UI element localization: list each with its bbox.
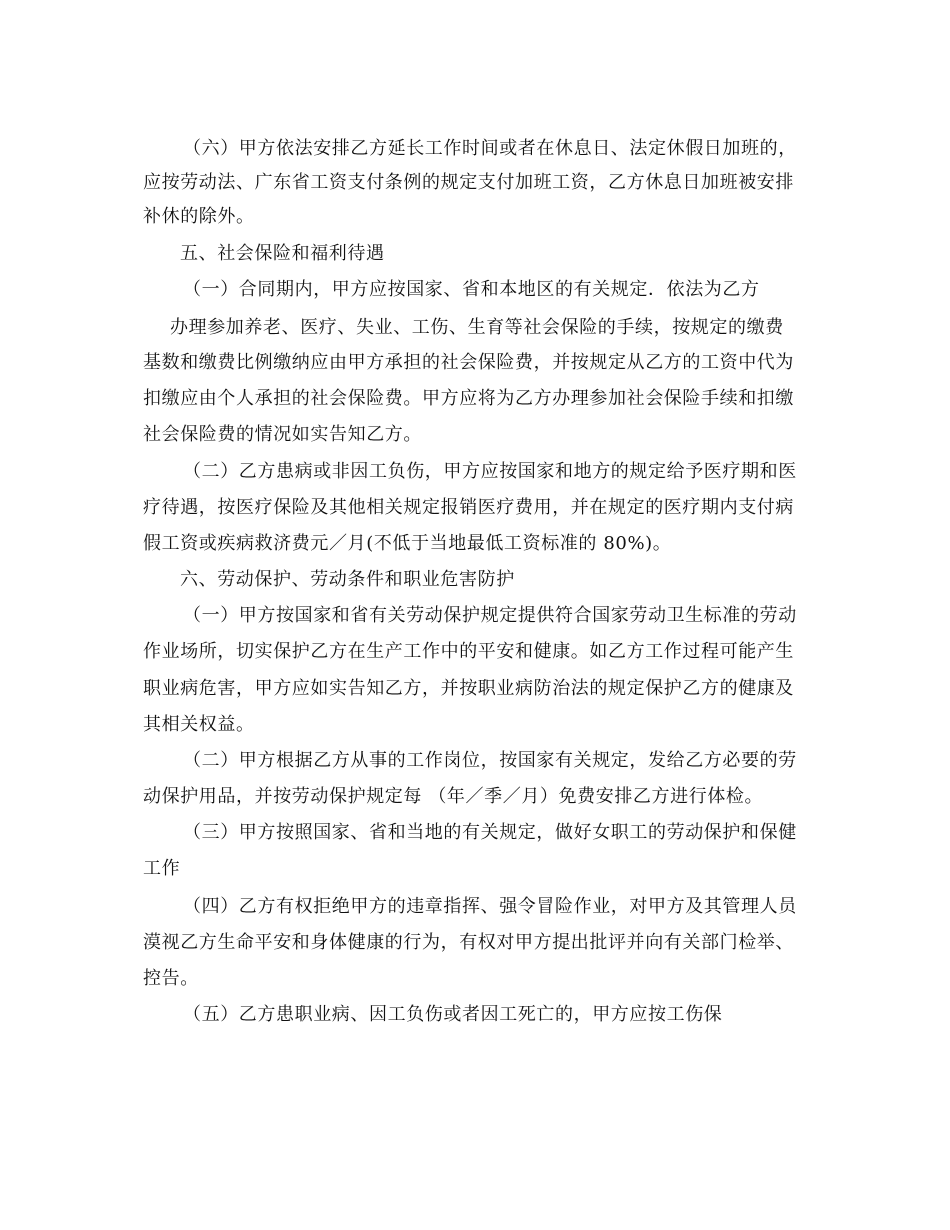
paragraph-line: （二）乙方患病或非因工负伤，甲方应按国家和地方的规定给予医疗期和医 — [183, 461, 797, 482]
paragraph-line: 假工资或疾病救济费元／月(不低于当地最低工资标准的 80%)。 — [143, 533, 672, 554]
paragraph-line: 基数和缴费比例缴纳应由甲方承担的社会保险费，并按规定从乙方的工资中代为 — [143, 352, 794, 373]
section-heading: 六、劳动保护、劳动条件和职业危害防护 — [180, 569, 515, 590]
paragraph-line: 其相关权益。 — [143, 714, 255, 735]
paragraph-line: 办理参加养老、医疗、失业、工伤、生育等社会保险的手续，按规定的缴费 — [170, 317, 784, 338]
paragraph-line: 漠视乙方生命平安和身体健康的行为，有权对甲方提出批评并向有关部门检举、 — [143, 932, 794, 953]
paragraph-line: 作业场所，切实保护乙方在生产工作中的平安和健康。如乙方工作过程可能产生 — [143, 641, 794, 662]
paragraph-line: 职业病危害，甲方应如实告知乙方，并按职业病防治法的规定保护乙方的健康及 — [143, 678, 794, 699]
paragraph-line: （四）乙方有权拒绝甲方的违章指挥、强令冒险作业，对甲方及其管理人员 — [183, 896, 797, 917]
paragraph-line: （二）甲方根据乙方从事的工作岗位，按国家有关规定，发给乙方必要的劳 — [183, 750, 797, 771]
paragraph-line: （一）甲方按国家和省有关劳动保护规定提供符合国家劳动卫生标准的劳动 — [183, 605, 797, 626]
paragraph-line: （一）合同期内，甲方应按国家、省和本地区的有关规定．依法为乙方 — [183, 279, 760, 300]
paragraph-line: 补休的除外。 — [143, 206, 255, 227]
paragraph-line: 扣缴应由个人承担的社会保险费。甲方应将为乙方办理参加社会保险手续和扣缴 — [143, 388, 794, 409]
paragraph-line: 疗待遇，按医疗保险及其他相关规定报销医疗费用，并在规定的医疗期内支付病 — [143, 497, 794, 518]
paragraph-line: （五）乙方患职业病、因工负伤或者因工死亡的，甲方应按工伤保 — [183, 1004, 723, 1025]
section-heading: 五、社会保险和福利待遇 — [180, 243, 385, 264]
paragraph-line: 动保护用品，并按劳动保护规定每 （年／季／月）免费安排乙方进行体检。 — [143, 786, 764, 807]
paragraph-line: 社会保险费的情况如实告知乙方。 — [143, 424, 422, 445]
paragraph-line: （六）甲方依法安排乙方延长工作时间或者在休息日、法定休假日加班的， — [183, 138, 797, 159]
paragraph-line: 应按劳动法、广东省工资支付条例的规定支付加班工资，乙方休息日加班被安排 — [143, 172, 794, 193]
paragraph-line: （三）甲方按照国家、省和当地的有关规定，做好女职工的劳动保护和保健 — [183, 822, 797, 843]
paragraph-line: 工作 — [143, 858, 181, 879]
paragraph-line: 控告。 — [143, 968, 199, 989]
